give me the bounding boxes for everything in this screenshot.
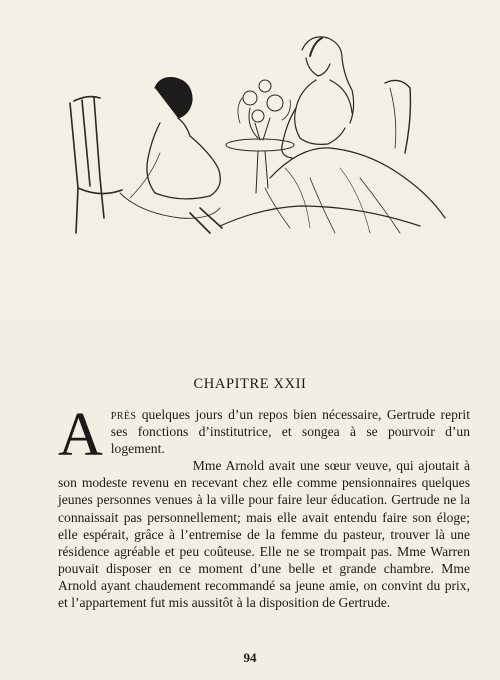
girl-long-hair-drawing xyxy=(220,37,445,233)
seated-girl-drawing xyxy=(120,78,222,233)
first-paragraph-text: quelques jours d’un repos bien nécessaire, Gertrude reprit ses fonctions d’institutrice, et songea à se pourvoir d’un logement. xyxy=(110,407,470,457)
page-number: 94 xyxy=(243,650,257,665)
drop-cap: A xyxy=(58,401,103,469)
chapter-text xyxy=(58,401,470,611)
second-paragraph: Mme Arnold avait une sœur veuve, qui ajoutait à son modeste revenu en recevant chez elle comme pensionnaires quelques jeunes personnes venues à la ville pour faire leur éducation. Gertrude ne la connaissait pas personnellement; mais elle avait entendu faire son éloge; elle espérait, grâce à l’entremise de la femme du pasteur, trouver là une résidence agréable et peu coûteuse. Elle ne se trompait pas. Mme Warren pouvait disposer en ce moment d’une belle et grande chambre. Mme Arnold ayant chaudement recommandé sa jeune amie, on convint du prix, et l’appartement fut mis aussitôt à la disposition de Gertrude. xyxy=(58,458,470,611)
chapter-title: CHAPITRE XXII xyxy=(193,376,307,392)
first-paragraph xyxy=(58,401,470,469)
first-word: près xyxy=(110,407,137,422)
chair-drawing xyxy=(70,97,122,233)
right-chair-drawing xyxy=(385,80,410,153)
illustration-two-girls xyxy=(60,28,455,243)
